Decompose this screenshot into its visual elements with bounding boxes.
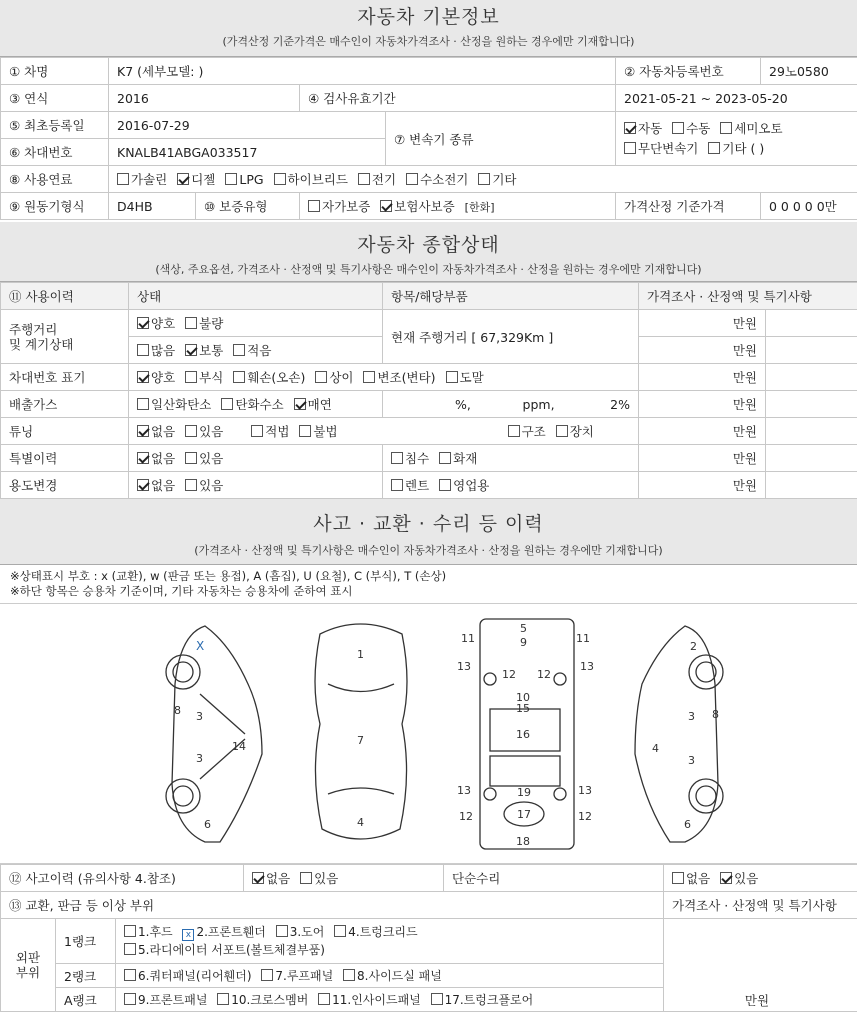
price-unit: 만원: [639, 472, 766, 499]
checkbox-special-none[interactable]: [137, 452, 149, 464]
mileage-text: 현재 주행거리 [ 67,329Km ]: [383, 310, 639, 364]
svg-text:6: 6: [684, 818, 691, 831]
checkbox-roof-panel[interactable]: [261, 969, 273, 981]
svg-text:13: 13: [580, 660, 594, 673]
engine-label: ⑨ 원동기형식: [1, 193, 109, 220]
mileage-a: 양호 불량: [129, 310, 383, 337]
year-label: ③ 연식: [1, 85, 109, 112]
price-unit: 만원: [639, 310, 766, 337]
checkbox-electric[interactable]: [358, 173, 370, 185]
rankA-label: A랭크: [56, 988, 116, 1012]
checkbox-diesel[interactable]: [177, 173, 189, 185]
accident-marker: X: [196, 639, 205, 653]
year: 2016: [109, 85, 300, 112]
svg-text:2: 2: [690, 640, 697, 653]
car-name: K7 (세부모델: ): [109, 58, 616, 85]
checkbox-hydrogen[interactable]: [406, 173, 418, 185]
checkbox-vin-damaged[interactable]: [233, 371, 245, 383]
rankA-items: 9.프론트패널 10.크로스멤버 11.인사이드패널 17.트렁크플로어: [116, 988, 664, 1012]
svg-text:3: 3: [196, 710, 203, 723]
inspect: 2021-05-21 ~ 2023-05-20: [616, 85, 857, 112]
notes-cell: [766, 364, 857, 391]
svg-text:13: 13: [457, 660, 471, 673]
checkbox-manual[interactable]: [672, 122, 684, 134]
hist-label: ⑫ 사고이력 (유의사항 4.참조): [1, 865, 244, 892]
outer-label: 외판 부위: [1, 919, 56, 1012]
warranty-options: 자가보증 보험사보증 [한화]: [300, 193, 616, 220]
checkbox-trans-other[interactable]: [708, 142, 720, 154]
status-subtitle: (색상, 주요옵션, 가격조사 · 산정액 및 특기사항은 매수인이 자동차가격조사 · 산정을 원하는 경우에만 기재합니다): [155, 263, 702, 276]
svg-text:1: 1: [357, 648, 364, 661]
notes-cell: [766, 472, 857, 499]
checkbox-special-yes[interactable]: [185, 452, 197, 464]
right-side-view: [635, 626, 723, 842]
gas-options: 일산화탄소 탄화수소 매연: [129, 391, 383, 418]
checkbox-vin-good[interactable]: [137, 371, 149, 383]
basic-table: [0, 57, 857, 220]
vin-label: ⑥ 차대번호: [1, 139, 109, 166]
warranty-label: ⑩ 보증유형: [196, 193, 300, 220]
price-label: 가격산정 기준가격: [616, 193, 761, 220]
checkbox-accident-yes[interactable]: [300, 872, 312, 884]
checkbox-co[interactable]: [137, 398, 149, 410]
legend-symbols: ※상태표시 부호 : x (교환), w (판금 또는 용접), A (흠집), U (요철), C (부식), T (손상): [10, 569, 447, 583]
car-diagram: [0, 604, 857, 864]
special-options: 없음 있음: [129, 445, 383, 472]
svg-text:7: 7: [357, 734, 364, 747]
basic-header: [0, 0, 857, 57]
notes-cell: [766, 418, 857, 445]
reg-no-label: ② 자동차등록번호: [616, 58, 761, 85]
svg-text:12: 12: [578, 810, 592, 823]
notes-cell: [766, 445, 857, 472]
rank1-label: 1랭크: [56, 919, 116, 964]
checkbox-usage-yes[interactable]: [185, 479, 197, 491]
repair-label: 단순수리: [444, 865, 664, 892]
col-price-notes: 가격조사 · 산정액 및 특기사항: [639, 283, 857, 310]
fuel-label: ⑧ 사용연료: [1, 166, 109, 193]
checkbox-mileage-bad[interactable]: [185, 317, 197, 329]
checkbox-cvt[interactable]: [624, 142, 636, 154]
checkbox-fuel-other[interactable]: [478, 173, 490, 185]
hist-options: 없음 있음: [244, 865, 444, 892]
status-table: [0, 282, 857, 499]
checkbox-auto[interactable]: [624, 122, 636, 134]
usage-options: 없음 있음: [129, 472, 383, 499]
checkbox-quarter-panel[interactable]: [124, 969, 136, 981]
checkbox-vin-altered[interactable]: [363, 371, 375, 383]
notes-cell: [766, 337, 857, 364]
rank2-items: 6.쿼터패널(리어휀더) 7.루프패널 8.사이드실 패널: [116, 964, 664, 988]
car-diagram-svg: [0, 604, 857, 864]
svg-text:3: 3: [196, 752, 203, 765]
accident-title: 사고 · 교환 · 수리 등 이력: [313, 513, 544, 535]
accident-subtitle: (가격조사 · 산정액 및 특기사항은 매수인이 자동차가격조사 · 산정을 원하는 경우에만 기재합니다): [194, 544, 663, 557]
usage-options-2: 렌트 영업용: [383, 472, 639, 499]
tuning-options: 없음 있음 적법 불법 구조 장치: [129, 418, 639, 445]
svg-text:19: 19: [517, 786, 531, 799]
svg-text:8: 8: [712, 708, 719, 721]
price-unit: 만원: [639, 418, 766, 445]
svg-text:6: 6: [204, 818, 211, 831]
legend: [0, 565, 857, 604]
parts-label: ⑬ 교환, 판금 등 이상 부위: [1, 892, 664, 919]
svg-text:3: 3: [688, 710, 695, 723]
svg-text:17: 17: [517, 808, 531, 821]
checkbox-semi-auto[interactable]: [720, 122, 732, 134]
checkbox-mileage-low[interactable]: [233, 344, 245, 356]
top-view: [315, 624, 407, 839]
checkbox-repair-none[interactable]: [672, 872, 684, 884]
checkbox-front-fender[interactable]: x: [182, 929, 194, 941]
svg-text:12: 12: [537, 668, 551, 681]
status-title: 자동차 종합상태: [357, 234, 500, 256]
checkbox-commercial[interactable]: [439, 479, 451, 491]
svg-text:14: 14: [232, 740, 246, 753]
car-name-label: ① 차명: [1, 58, 109, 85]
checkbox-vin-corroded[interactable]: [185, 371, 197, 383]
checkbox-trunk-lid[interactable]: [334, 925, 346, 937]
checkbox-tuning-legal[interactable]: [251, 425, 263, 437]
accident-table: [0, 864, 857, 1012]
checkbox-fire[interactable]: [439, 452, 451, 464]
svg-text:8: 8: [174, 704, 181, 717]
svg-text:10: 10: [516, 691, 530, 704]
col-items: 항목/해당부품: [383, 283, 639, 310]
basic-title: 자동차 기본정보: [357, 6, 500, 28]
svg-text:12: 12: [459, 810, 473, 823]
checkbox-hc[interactable]: [221, 398, 233, 410]
gas-label: 배출가스: [1, 391, 129, 418]
mileage-b: 많음 보통 적음: [129, 337, 383, 364]
checkbox-hybrid[interactable]: [274, 173, 286, 185]
checkbox-vin-painted[interactable]: [446, 371, 458, 383]
checkbox-gasoline[interactable]: [117, 173, 129, 185]
price-unit: 만원: [639, 445, 766, 472]
vin-mark-label: 차대번호 표기: [1, 364, 129, 391]
underbody-view: [457, 619, 594, 849]
first-reg-label: ⑤ 최초등록일: [1, 112, 109, 139]
rank1-items: 1.후드 x 2.프론트휀더 3.도어 4.트렁크리드 5.라디에이터 서포트(볼트체결부품): [116, 919, 664, 964]
trans-options: 자동 수동 세미오토 무단변속기 기타 ( ): [616, 112, 857, 166]
basic-subtitle: (가격산정 기준가격은 매수인이 자동차가격조사 · 산정을 원하는 경우에만 기재합니다): [222, 35, 635, 48]
checkbox-mileage-good[interactable]: [137, 317, 149, 329]
checkbox-repair-yes[interactable]: [720, 872, 732, 884]
inspect-label: ④ 검사유효기간: [300, 85, 616, 112]
checkbox-flood[interactable]: [391, 452, 403, 464]
legend-note: ※하단 항목은 승용차 기준이며, 기타 자동차는 승용차에 준하여 표시: [10, 584, 353, 598]
checkbox-side-sill[interactable]: [343, 969, 355, 981]
checkbox-lpg[interactable]: [225, 173, 237, 185]
checkbox-front-panel[interactable]: [124, 993, 136, 1005]
checkbox-smoke[interactable]: [294, 398, 306, 410]
price-unit: 만원: [639, 364, 766, 391]
checkbox-tuning-none[interactable]: [137, 425, 149, 437]
svg-text:16: 16: [516, 728, 530, 741]
tuning-label: 튜닝: [1, 418, 129, 445]
checkbox-tuning-illegal[interactable]: [299, 425, 311, 437]
rank2-label: 2랭크: [56, 964, 116, 988]
svg-text:11: 11: [461, 632, 475, 645]
checkbox-self-warranty[interactable]: [308, 200, 320, 212]
svg-text:9: 9: [520, 636, 527, 649]
left-side-view: [166, 626, 262, 842]
repair-options: 없음 있음: [664, 865, 857, 892]
first-reg: 2016-07-29: [109, 112, 386, 139]
checkbox-usage-none[interactable]: [137, 479, 149, 491]
checkbox-trunk-floor[interactable]: [431, 993, 443, 1005]
reg-no: 29노0580: [761, 58, 857, 85]
notes-cell: [766, 391, 857, 418]
col-usage-history: ⑪ 사용이력: [1, 283, 129, 310]
trans-label: ⑦ 변속기 종류: [386, 112, 616, 166]
gas-units: %, ppm, 2%: [383, 391, 639, 418]
checkbox-tuning-structure[interactable]: [508, 425, 520, 437]
svg-text:4: 4: [357, 816, 364, 829]
accident-header: [0, 499, 857, 565]
svg-text:5: 5: [520, 622, 527, 635]
col-state: 상태: [129, 283, 383, 310]
checkbox-insurer-warranty[interactable]: [380, 200, 392, 212]
checkbox-tuning-device[interactable]: [556, 425, 568, 437]
svg-text:18: 18: [516, 835, 530, 848]
checkbox-cross-member[interactable]: [217, 993, 229, 1005]
price-unit: 만원: [639, 337, 766, 364]
checkbox-vin-different[interactable]: [315, 371, 327, 383]
checkbox-mileage-high[interactable]: [137, 344, 149, 356]
rank-price: [664, 919, 857, 1012]
checkbox-mileage-normal[interactable]: [185, 344, 197, 356]
price-unit: 만원: [744, 993, 770, 1008]
checkbox-rent[interactable]: [391, 479, 403, 491]
usage-label: 용도변경: [1, 472, 129, 499]
status-header: [0, 222, 857, 282]
svg-text:13: 13: [578, 784, 592, 797]
checkbox-radiator-support[interactable]: [124, 943, 136, 955]
engine: D4HB: [109, 193, 196, 220]
price: 0 0 0 0 0만: [761, 193, 857, 220]
checkbox-inside-panel[interactable]: [318, 993, 330, 1005]
vin: KNALB41ABGA033517: [109, 139, 386, 166]
svg-text:4: 4: [652, 742, 659, 755]
special-label: 특별이력: [1, 445, 129, 472]
svg-text:11: 11: [576, 632, 590, 645]
svg-text:13: 13: [457, 784, 471, 797]
fuel-options: 가솔린 디젤 LPG 하이브리드 전기 수소전기 기타: [109, 166, 857, 193]
special-options-2: 침수 화재: [383, 445, 639, 472]
svg-text:15: 15: [516, 702, 530, 715]
svg-text:12: 12: [502, 668, 516, 681]
checkbox-hood[interactable]: [124, 925, 136, 937]
checkbox-accident-none[interactable]: [252, 872, 264, 884]
svg-text:3: 3: [688, 754, 695, 767]
warranty-company: [한화]: [464, 201, 495, 214]
checkbox-door[interactable]: [276, 925, 288, 937]
notes-cell: [766, 310, 857, 337]
parts-price-label: 가격조사 · 산정액 및 특기사항: [664, 892, 857, 919]
price-unit: 만원: [639, 391, 766, 418]
checkbox-tuning-yes[interactable]: [185, 425, 197, 437]
vin-mark-options: 양호 부식 훼손(오손) 상이 변조(변타) 도말: [129, 364, 639, 391]
mileage-label: 주행거리 및 계기상태: [1, 310, 129, 364]
